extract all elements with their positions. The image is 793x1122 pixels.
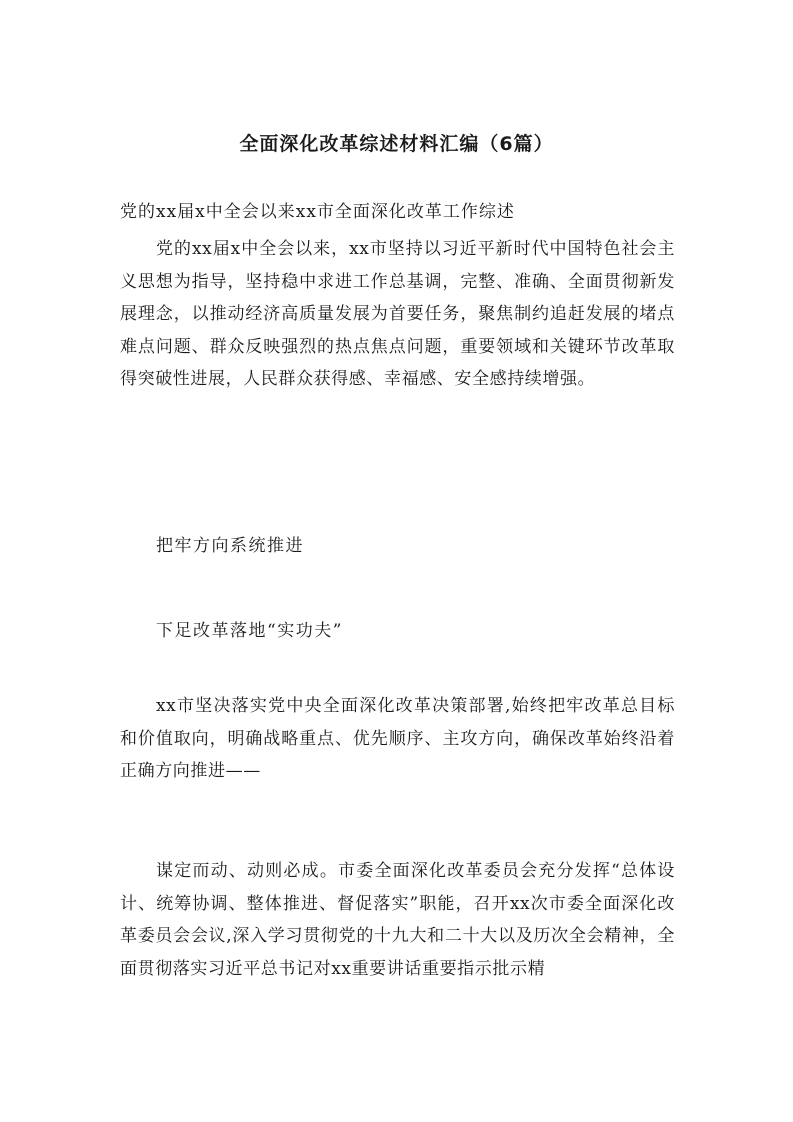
section-heading-direction: 把牢方向系统推进 — [156, 536, 304, 556]
paragraph-reform-direction: xx市坚决落实党中央全面深化改革决策部署,始终把牢改革总目标和价值取向，明确战略重点、优先顺序、主攻方向，确保改革始终沿着正确方向推进—— — [120, 696, 675, 782]
paragraph-intro: 党的xx届x中全会以来，xx市坚持以习近平新时代中国特色社会主义思想为指导，坚持稳中求进工作总基调，完整、准确、全面贯彻新发展理念，以推动经济高质量发展为首要任务，聚焦制约追赶发展的堵点难点问题、群众反映强烈的热点焦点问题，重要领域和关键环节改革取得突破性进展，人民群众获得感、幸福感、安全感持续增强。 — [120, 239, 675, 390]
document-title: 全面深化改革综述材料汇编（6篇） — [239, 133, 554, 155]
paragraph-planning: 谋定而动、动则必成。市委全面深化改革委员会充分发挥“总体设计、统筹协调、整体推进、督促落实”职能，召开xx次市委全面深化改革委员会会议,深入学习贯彻党的十九大和二十大以及历次全会精神，全面贯彻落实习近平总书记对xx重要讲话重要指示批示精 — [120, 861, 675, 979]
section-heading-implementation: 下足改革落地“实功夫” — [156, 621, 343, 641]
document-subtitle: 党的xx届x中全会以来xx市全面深化改革工作综述 — [120, 202, 515, 222]
